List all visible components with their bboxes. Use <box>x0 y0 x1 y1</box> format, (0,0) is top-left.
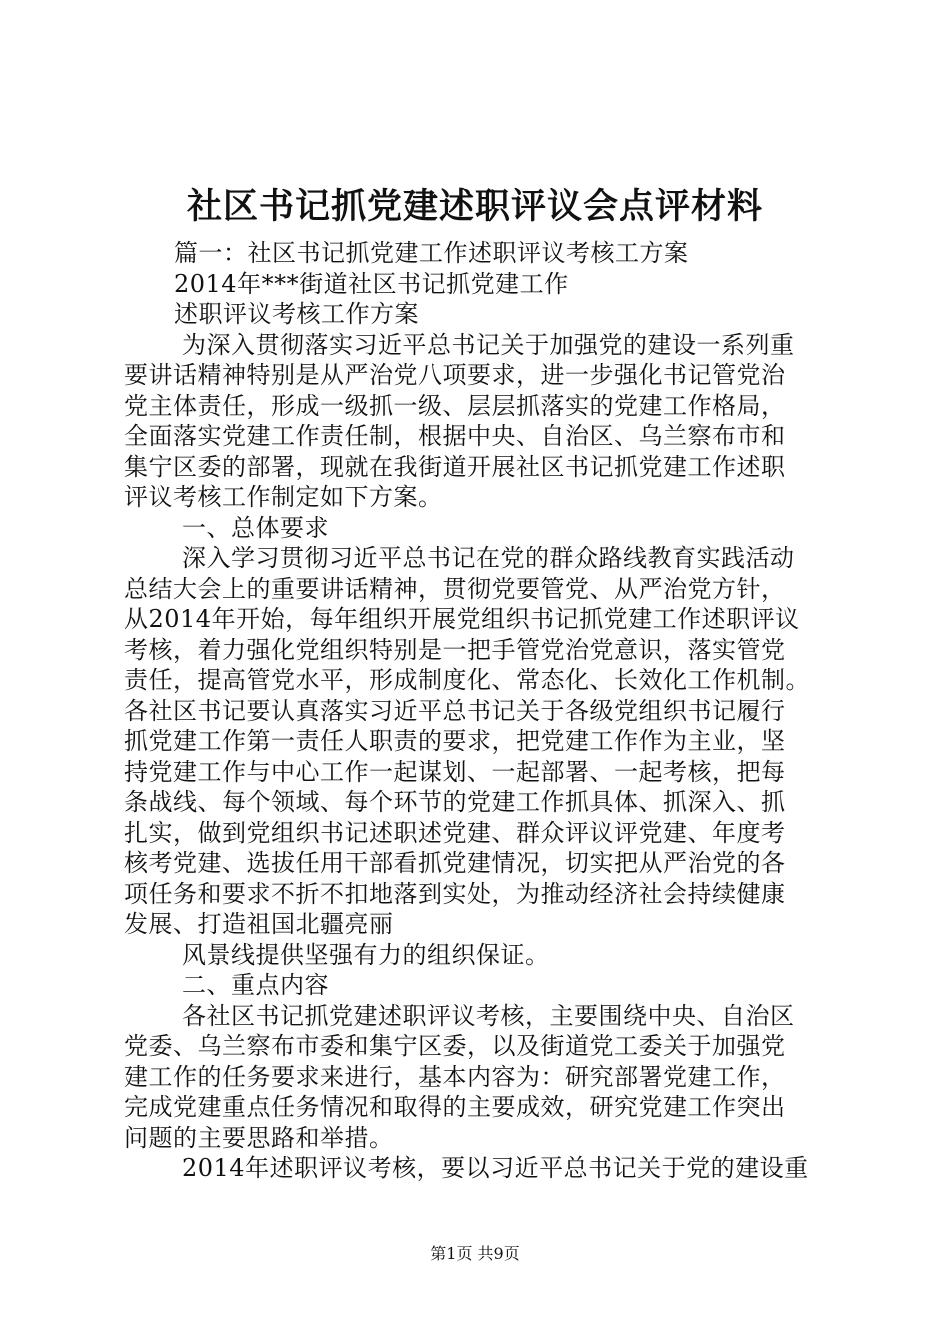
paragraph-line: 考核，着力强化党组织特别是一把手管党治党意识，落实管党 <box>124 635 786 664</box>
section-heading: 二、重点内容 <box>182 971 329 999</box>
paragraph-line: 党主体责任，形成一级抓一级、层层抓落实的党建工作格局， <box>124 391 786 420</box>
paragraph-line: 总结大会上的重要讲话精神，贯彻党要管党、从严治党方针， <box>124 574 786 603</box>
paragraph-line: 责任，提高管党水平，形成制度化、常态化、长效化工作机制。 <box>124 666 810 694</box>
section-heading: 一、总体要求 <box>182 513 329 542</box>
document-title: 社区书记抓党建述职评议会点评材料 <box>186 186 763 227</box>
paragraph-line: 要讲话精神特别是从严治党八项要求，进一步强化书记管党治 <box>124 361 786 389</box>
paragraph-line: 2014年述职评议考核，要以习近平总书记关于党的建设重 <box>182 1154 809 1182</box>
subtitle-line: 述职评议考核工作方案 <box>174 300 419 328</box>
paragraph-line: 完成党建重点任务情况和取得的主要成效，研究党建工作突出 <box>124 1093 786 1121</box>
paragraph-line: 集宁区委的部署，现就在我街道开展社区书记抓党建工作述职 <box>124 452 786 481</box>
paragraph-line: 核考党建、选拔任用干部看抓党建情况，切实把从严治党的各 <box>124 849 786 877</box>
paragraph-line: 扎实，做到党组织书记述职述党建、群众评议评党建、年度考 <box>124 818 786 847</box>
paragraph-line: 建工作的任务要求来进行，基本内容为：研究部署党建工作， <box>124 1062 786 1091</box>
paragraph-line: 风景线提供坚强有力的组织保证。 <box>182 940 550 969</box>
paragraph-line: 问题的主要思路和举措。 <box>124 1123 394 1152</box>
paragraph-line: 为深入贯彻落实习近平总书记关于加强党的建设一系列重 <box>182 330 795 359</box>
paragraph-line: 持党建工作与中心工作一起谋划、一起部署、一起考核，把每 <box>124 757 786 786</box>
paragraph-line: 党委、乌兰察布市委和集宁区委，以及街道党工委关于加强党 <box>124 1032 786 1060</box>
page-indicator: 第1页 共9页 <box>430 1244 520 1263</box>
document-body <box>124 238 854 1184</box>
section-heading: 篇一：社区书记抓党建工作述职评议考核工方案 <box>174 239 689 267</box>
paragraph-line: 条战线、每个领域、每个环节的党建工作抓具体、抓深入、抓 <box>124 788 786 816</box>
subtitle-line: 2014年***街道社区书记抓党建工作 <box>174 269 569 298</box>
paragraph-line: 全面落实党建工作责任制，根据中央、自治区、乌兰察布市和 <box>124 422 786 450</box>
paragraph-line: 项任务和要求不折不扣地落到实处，为推动经济社会持续健康 <box>124 879 786 908</box>
paragraph-line: 各社区书记抓党建述职评议考核，主要围绕中央、自治区 <box>182 1001 795 1030</box>
paragraph-line: 抓党建工作第一责任人职责的要求，把党建工作作为主业，坚 <box>124 727 786 755</box>
paragraph-line: 各社区书记要认真落实习近平总书记关于各级党组织书记履行 <box>124 696 786 725</box>
paragraph-line: 从2014年开始，每年组织开展党组织书记抓党建工作述职评议 <box>124 605 800 633</box>
paragraph-line: 发展、打造祖国北疆亮丽 <box>124 910 394 938</box>
paragraph-line: 深入学习贯彻习近平总书记在党的群众路线教育实践活动 <box>182 544 795 572</box>
paragraph-line: 评议考核工作制定如下方案。 <box>124 483 443 511</box>
